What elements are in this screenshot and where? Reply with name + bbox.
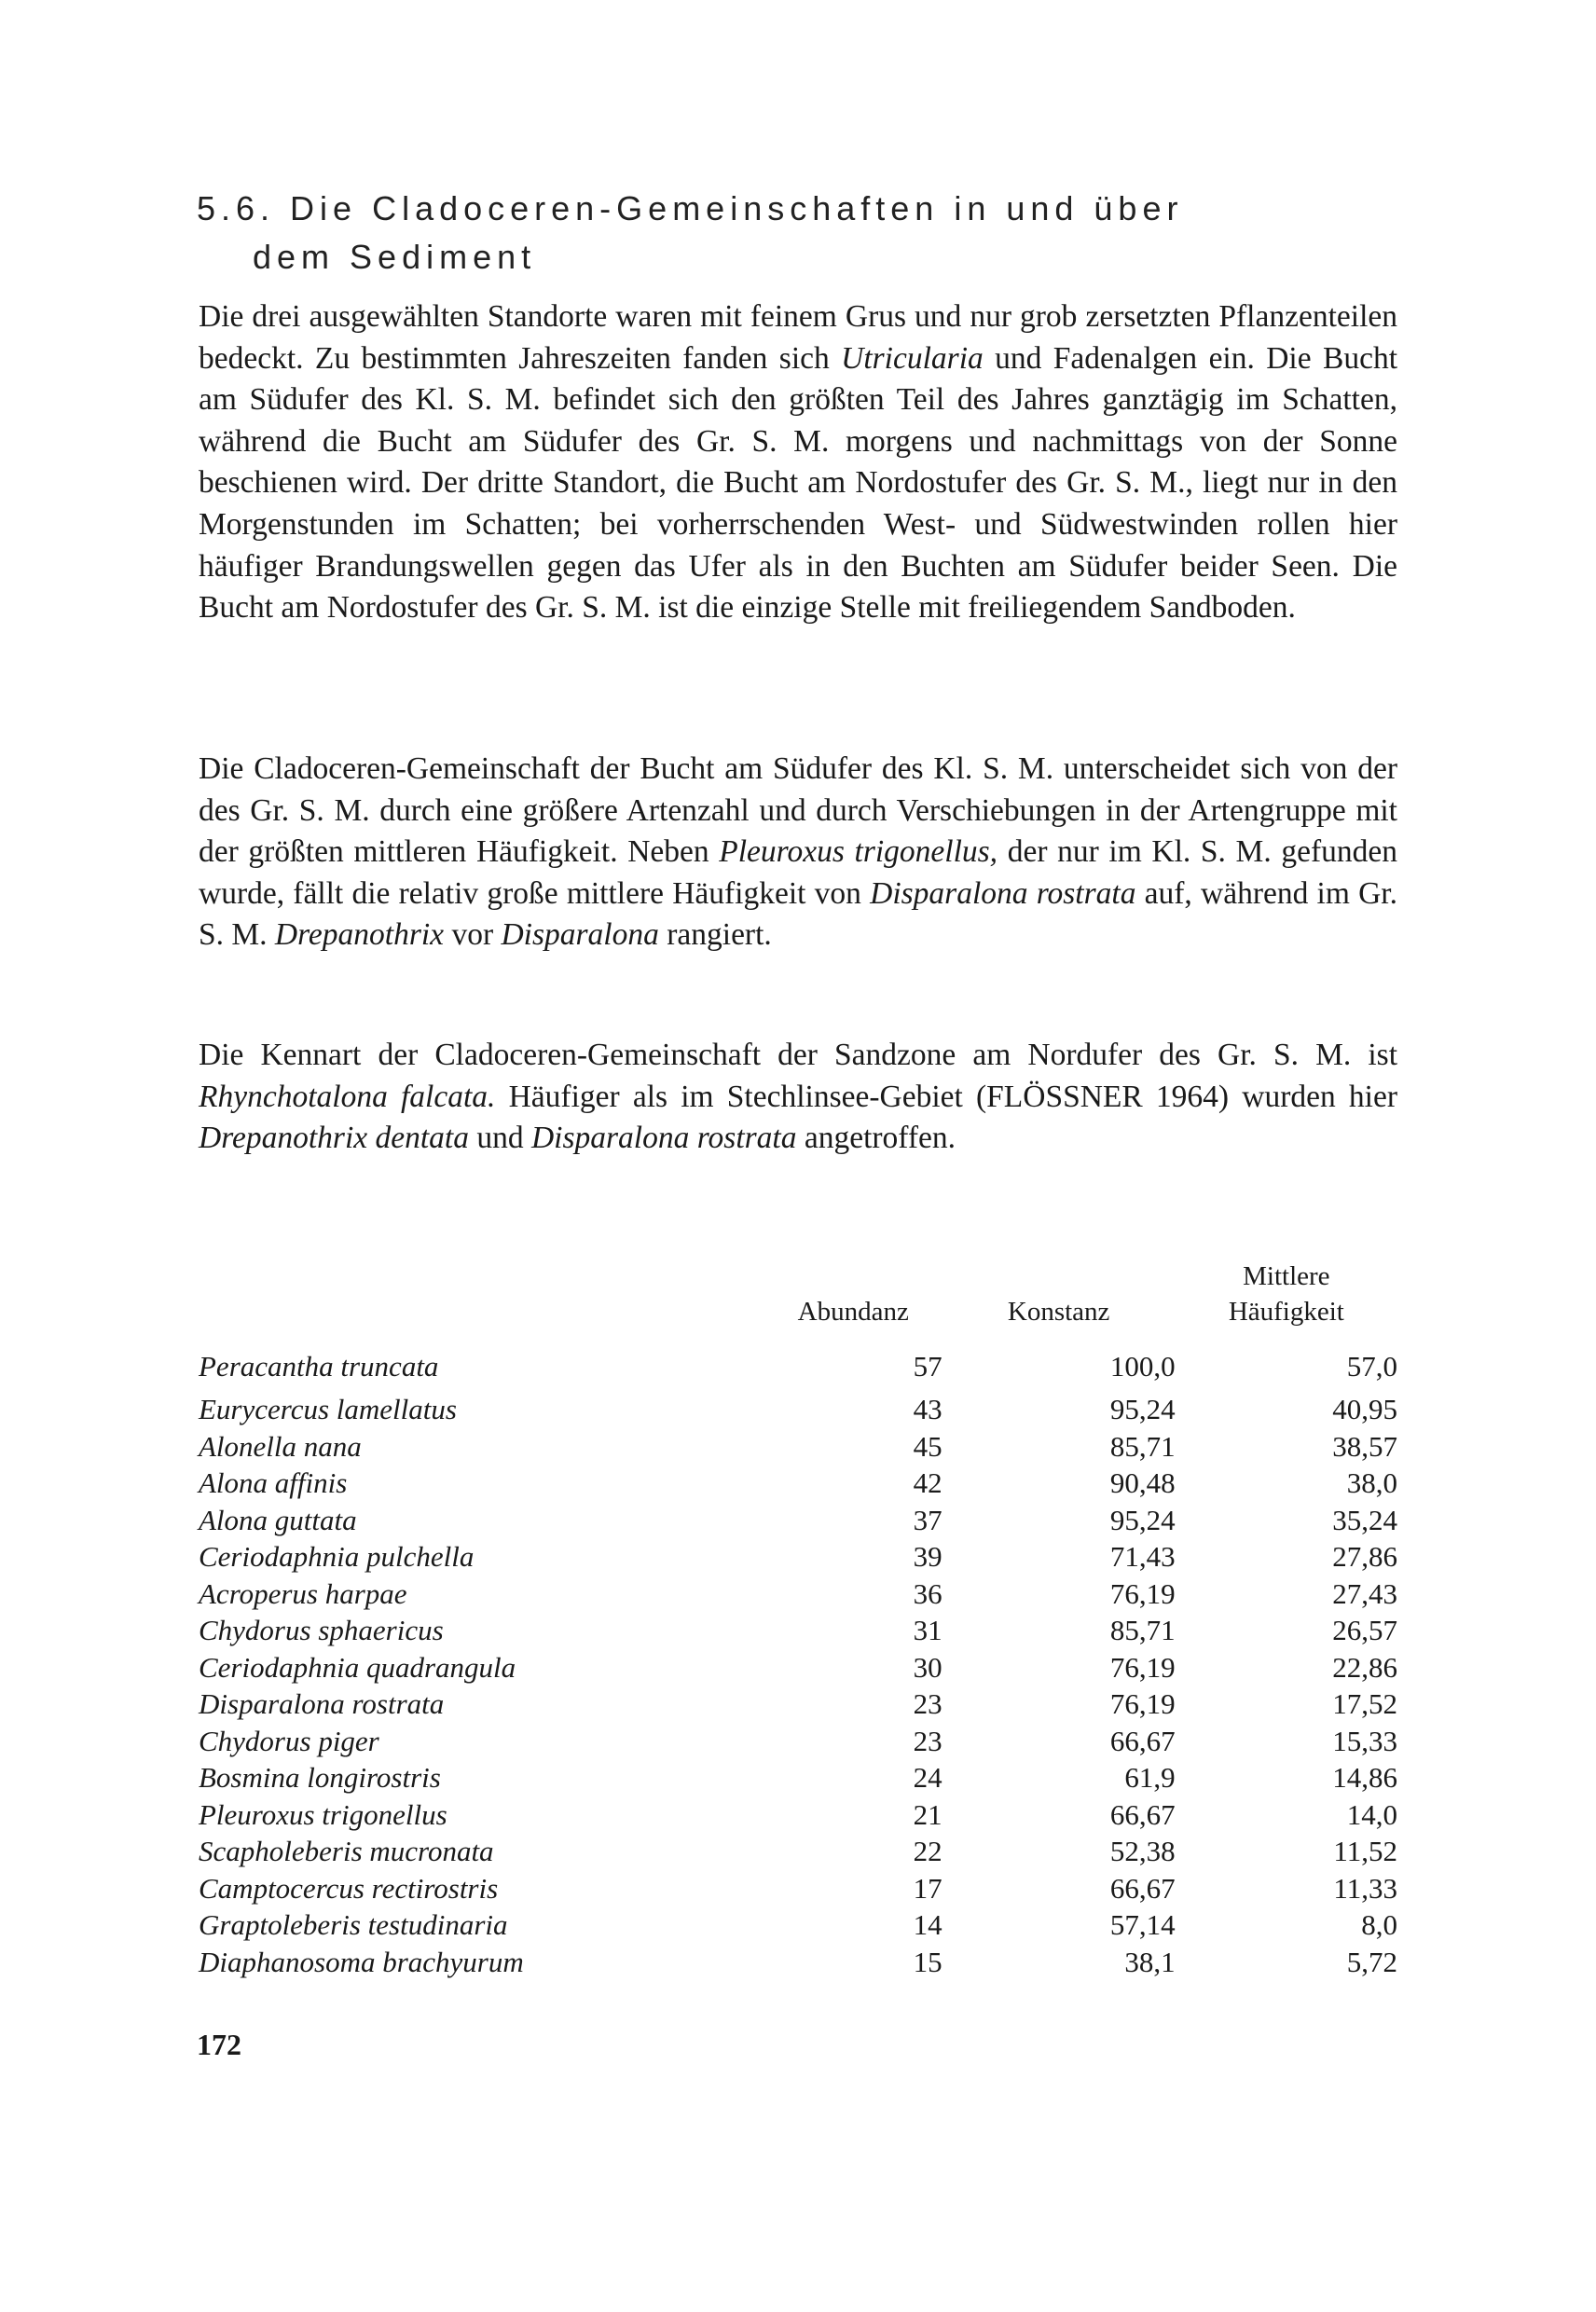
paragraph-2 bbox=[199, 749, 1397, 956]
paragraph-2-text-c: der nur im Kl. S. M. gefunden wurde, fällt die relativ große mittlere Häufigkeit von bbox=[199, 834, 1397, 911]
paragraph-3-text-e: und bbox=[468, 1121, 531, 1156]
table-row bbox=[199, 1612, 1397, 1649]
species-cell: Bosmina longirostris bbox=[199, 1761, 441, 1794]
konstanz-cell: 71,43 bbox=[1109, 1540, 1176, 1573]
abundanz-cell: 22 bbox=[913, 1835, 942, 1867]
page-number: 172 bbox=[197, 2028, 241, 2061]
table-row bbox=[199, 1686, 1397, 1723]
abundanz-cell: 23 bbox=[913, 1724, 942, 1757]
table-row bbox=[199, 1576, 1397, 1613]
paragraph-2-italic-disparalona: Disparalona bbox=[501, 917, 659, 953]
haeufigkeit-cell: 14,86 bbox=[1332, 1761, 1397, 1794]
paragraph-3-italic-disparalona-rostrata: Disparalona rostrata bbox=[530, 1121, 797, 1156]
haeufigkeit-cell: 15,33 bbox=[1332, 1724, 1397, 1757]
paragraph-2-italic-disparalona-rostrata: Disparalona rostrata bbox=[870, 875, 1136, 911]
species-cell: Alona affinis bbox=[199, 1466, 348, 1499]
species-cell: Graptoleberis testudinaria bbox=[199, 1908, 508, 1941]
table-row bbox=[199, 1538, 1397, 1576]
table-row bbox=[199, 1649, 1397, 1686]
species-cell: Alona guttata bbox=[199, 1503, 357, 1536]
species-cell: Scapholeberis mucronata bbox=[199, 1835, 494, 1867]
haeufigkeit-cell: 38,57 bbox=[1332, 1429, 1397, 1463]
section-heading-line-2: dem Sediment bbox=[253, 238, 537, 276]
abundanz-cell: 42 bbox=[913, 1466, 942, 1499]
haeufigkeit-cell: 40,95 bbox=[1332, 1393, 1397, 1425]
paragraph-3-text-a: Die Kennart der Cladoceren-Gemeinschaft der Sandzone am Nordufer des Gr. S. M. ist bbox=[199, 1038, 1397, 1072]
table-row bbox=[199, 1723, 1397, 1760]
species-cell: Alonella nana bbox=[199, 1429, 362, 1463]
table-row bbox=[199, 1391, 1397, 1428]
species-cell: Diaphanosoma brachyurum bbox=[199, 1945, 524, 1978]
abundanz-cell: 45 bbox=[913, 1429, 942, 1463]
haeufigkeit-cell: 38,0 bbox=[1346, 1466, 1397, 1499]
konstanz-cell: 66,67 bbox=[1109, 1871, 1176, 1905]
paragraph-2-text-g: vor bbox=[444, 917, 502, 953]
table-body bbox=[199, 1342, 1397, 1980]
konstanz-cell: 95,24 bbox=[1109, 1393, 1176, 1425]
species-cell: Ceriodaphnia pulchella bbox=[199, 1540, 475, 1573]
header-abundanz: Abundanz bbox=[797, 1297, 909, 1327]
species-cell: Peracantha truncata bbox=[199, 1350, 439, 1383]
paragraph-3 bbox=[199, 1035, 1397, 1160]
table-row bbox=[199, 1342, 1397, 1391]
haeufigkeit-cell: 5,72 bbox=[1346, 1945, 1397, 1978]
haeufigkeit-cell: 27,43 bbox=[1332, 1576, 1397, 1610]
table-row bbox=[199, 1944, 1397, 1981]
konstanz-cell: 95,24 bbox=[1109, 1503, 1176, 1536]
abundanz-cell: 37 bbox=[913, 1503, 942, 1536]
paragraph-3-italic-drepanothrix-dentata: Drepanothrix dentata bbox=[199, 1121, 469, 1156]
table-row bbox=[199, 1502, 1397, 1539]
table-row bbox=[199, 1796, 1397, 1834]
species-cell: Chydorus piger bbox=[199, 1724, 379, 1757]
paragraph-1-italic-utricularia: Utricularia bbox=[841, 340, 984, 376]
konstanz-cell: 76,19 bbox=[1109, 1687, 1176, 1720]
species-cell: Camptocercus rectirostris bbox=[199, 1871, 499, 1905]
table-row bbox=[199, 1465, 1397, 1502]
paragraph-1-text-a: Die drei ausgewählten Standorte waren mit feinem Grus und nur grob zersetzten Pflanzenteilen bedeckt. Zu bestimmten Jahreszeiten fanden sich bbox=[199, 299, 1397, 376]
konstanz-cell: 66,67 bbox=[1109, 1797, 1176, 1831]
paragraph-3-text-g: angetroffen. bbox=[796, 1121, 956, 1156]
haeufigkeit-cell: 57,0 bbox=[1346, 1350, 1397, 1383]
header-species bbox=[199, 1259, 764, 1342]
haeufigkeit-cell: 35,24 bbox=[1332, 1503, 1397, 1536]
haeufigkeit-cell: 14,0 bbox=[1346, 1797, 1397, 1831]
konstanz-cell: 61,9 bbox=[1124, 1761, 1176, 1794]
paragraph-2-text-a: Die Cladoceren-Gemeinschaft der Bucht am Südufer des Kl. S. M. unterscheidet sich von der des Gr. S. M. durch eine größere Artenzahl und durch Verschiebungen in der Artengruppe mit der größten mittleren Häufigkeit. Neben bbox=[199, 751, 1397, 870]
section-heading bbox=[197, 185, 1222, 282]
konstanz-cell: 57,14 bbox=[1109, 1908, 1176, 1941]
species-table bbox=[199, 1259, 1397, 1980]
konstanz-cell: 76,19 bbox=[1109, 1650, 1176, 1684]
header-mh-line-1: Mittlere bbox=[1243, 1261, 1330, 1291]
paragraph-2-text-i: rangiert. bbox=[658, 917, 772, 953]
paragraph-2-text-e: auf, während im Gr. S. M. bbox=[199, 875, 1397, 953]
abundanz-cell: 57 bbox=[913, 1350, 942, 1383]
header-mittlere-haeufigkeit bbox=[1176, 1259, 1397, 1342]
abundanz-cell: 30 bbox=[913, 1650, 942, 1684]
abundanz-cell: 31 bbox=[913, 1614, 942, 1646]
haeufigkeit-cell: 8,0 bbox=[1361, 1908, 1397, 1941]
table-row bbox=[199, 1870, 1397, 1907]
haeufigkeit-cell: 11,33 bbox=[1333, 1871, 1397, 1905]
abundanz-cell: 39 bbox=[913, 1540, 942, 1573]
paragraph-3-text-c: Häufiger als im Stechlinsee-Gebiet (FLÖSSNER 1964) wurden hier bbox=[495, 1079, 1397, 1114]
paragraph-2-italic-pleuroxus: Pleuroxus trigonellus, bbox=[719, 834, 998, 870]
table-row bbox=[199, 1906, 1397, 1944]
section-heading-line-1: 5.6. Die Cladoceren-Gemeinschaften in und über bbox=[197, 189, 1184, 227]
abundanz-cell: 43 bbox=[913, 1393, 942, 1425]
table-header-row bbox=[199, 1259, 1397, 1342]
abundanz-cell: 36 bbox=[913, 1576, 942, 1610]
konstanz-cell: 38,1 bbox=[1124, 1945, 1176, 1978]
konstanz-cell: 85,71 bbox=[1109, 1614, 1176, 1646]
haeufigkeit-cell: 11,52 bbox=[1333, 1835, 1397, 1867]
header-konstanz: Konstanz bbox=[1007, 1297, 1110, 1327]
abundanz-cell: 24 bbox=[913, 1761, 942, 1794]
table-row bbox=[199, 1833, 1397, 1870]
konstanz-cell: 52,38 bbox=[1109, 1835, 1176, 1867]
konstanz-cell: 66,67 bbox=[1109, 1724, 1176, 1757]
abundanz-cell: 14 bbox=[913, 1908, 942, 1941]
haeufigkeit-cell: 26,57 bbox=[1332, 1614, 1397, 1646]
konstanz-cell: 76,19 bbox=[1109, 1576, 1176, 1610]
abundanz-cell: 17 bbox=[913, 1871, 942, 1905]
paragraph-2-italic-drepanothrix: Drepanothrix bbox=[274, 917, 445, 953]
abundanz-cell: 15 bbox=[913, 1945, 942, 1978]
haeufigkeit-cell: 22,86 bbox=[1332, 1650, 1397, 1684]
konstanz-cell: 100,0 bbox=[1109, 1350, 1176, 1383]
table-row bbox=[199, 1759, 1397, 1796]
species-cell: Disparalona rostrata bbox=[199, 1687, 445, 1720]
konstanz-cell: 90,48 bbox=[1109, 1466, 1176, 1499]
haeufigkeit-cell: 17,52 bbox=[1332, 1687, 1397, 1720]
species-cell: Chydorus sphaericus bbox=[199, 1614, 444, 1646]
paragraph-1 bbox=[199, 296, 1397, 629]
paragraph-3-italic-rhynchotalona: Rhynchotalona falcata. bbox=[199, 1079, 496, 1114]
species-cell: Pleuroxus trigonellus bbox=[199, 1797, 447, 1831]
species-cell: Ceriodaphnia quadrangula bbox=[199, 1650, 516, 1684]
header-mh-line-2: Häufigkeit bbox=[1228, 1297, 1344, 1327]
abundanz-cell: 23 bbox=[913, 1687, 942, 1720]
abundanz-cell: 21 bbox=[913, 1797, 942, 1831]
paragraph-1-text-c: und Fadenalgen ein. Die Bucht am Südufer des Kl. S. M. befindet sich den größten Teil des Jahres ganztägig im Schatten, während die Bucht am Südufer des Gr. S. M. morgens und nachmittags von der Sonne beschienen wird. Der dritte Standort, die Bucht am Nordostufer des Gr. S. M., liegt nur in den Morgenstunden im Schatten; bei vorherrschenden West- und Südwestwinden rollen hier häufiger Brandungswellen gegen das Ufer als in den Buchten am Südufer beider Seen. Die Bucht am Nordostufer des Gr. S. M. ist die einzige Stelle mit freiliegendem Sandboden. bbox=[199, 340, 1398, 626]
species-cell: Acroperus harpae bbox=[199, 1576, 407, 1610]
species-cell: Eurycercus lamellatus bbox=[199, 1393, 457, 1425]
haeufigkeit-cell: 27,86 bbox=[1332, 1540, 1397, 1573]
table-row bbox=[199, 1428, 1397, 1466]
konstanz-cell: 85,71 bbox=[1109, 1429, 1176, 1463]
